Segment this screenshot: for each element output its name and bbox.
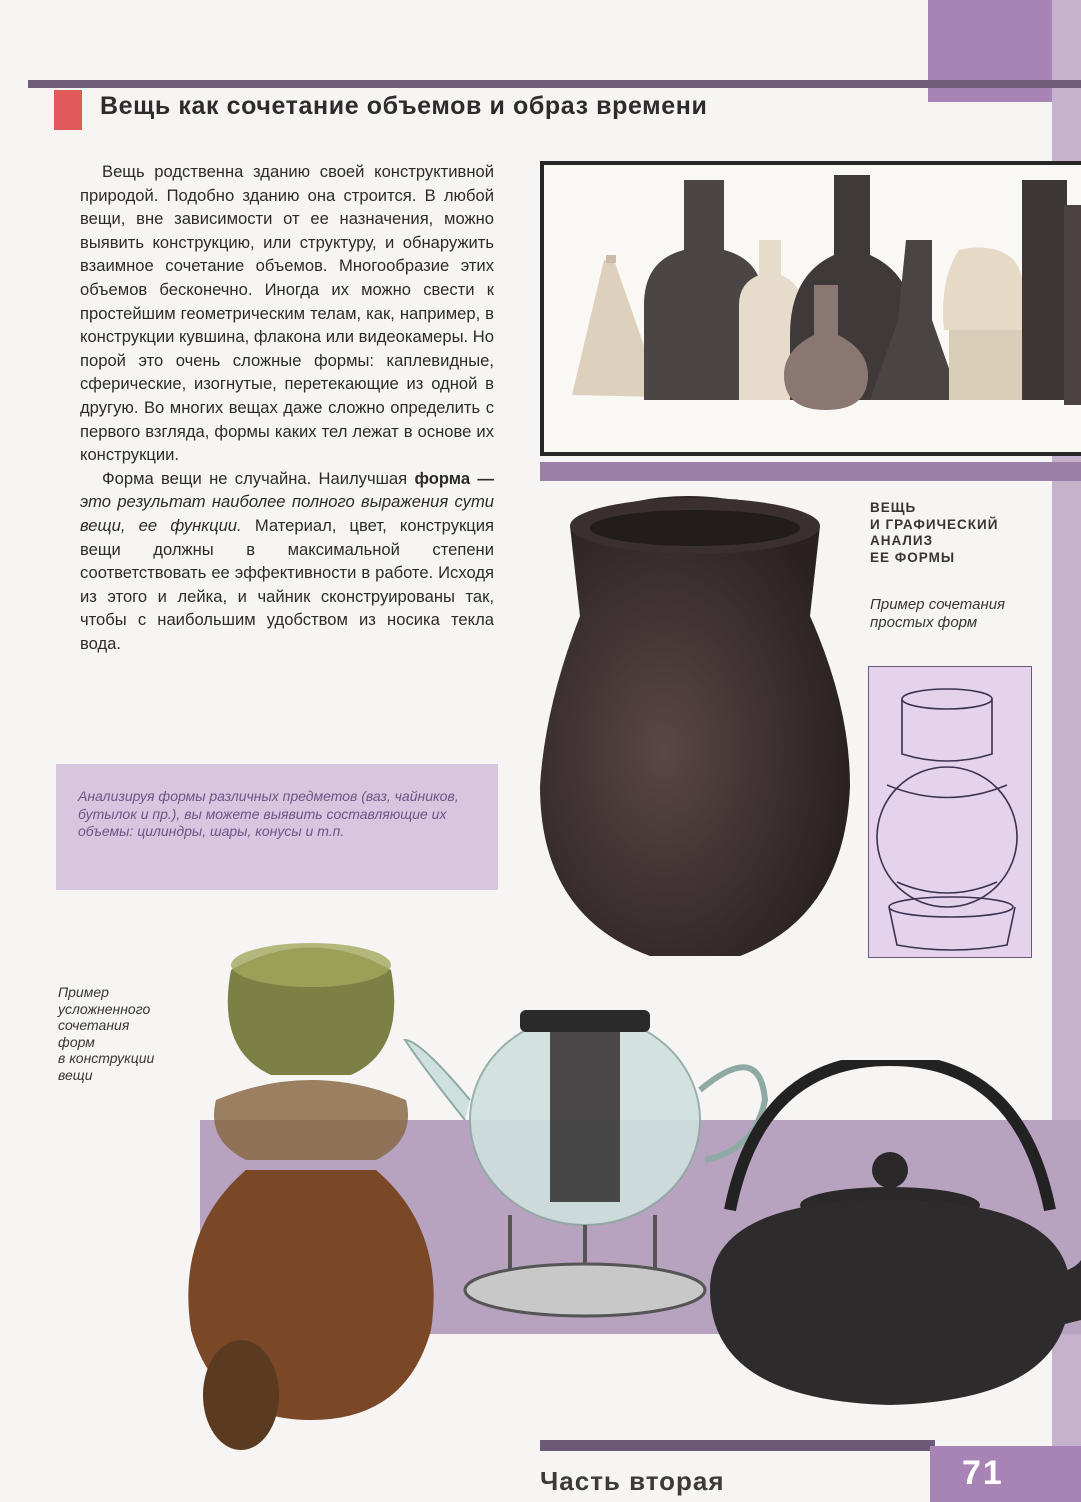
paragraph-2-italic: это результат наиболее полного выражения сути вещи, ее функции.	[80, 492, 494, 535]
footer-band	[540, 1440, 935, 1451]
bottom-caption-line: усложненного	[58, 1000, 151, 1017]
title-band	[28, 80, 1081, 88]
paragraph-2-end: Материал, цвет, конструкция вещи должны в максимальной степени соответствовать ее эффективности в работе. Исходя из этого и лейка, и чайник сконструированы так, чтобы с наибольшим удобством из носика текла вода.	[80, 515, 495, 653]
paragraph-2-start: Форма вещи не случайна. Наилучшая	[102, 468, 415, 488]
footer-page-box	[930, 1446, 1081, 1502]
vases-photo	[540, 161, 1081, 456]
side-caption-title	[870, 500, 998, 566]
bottom-caption-line: Пример	[58, 984, 109, 1000]
clay-pot-photo	[520, 486, 872, 970]
form-analysis-sketch	[868, 666, 1032, 958]
paragraph-2-bold: форма —	[414, 468, 494, 488]
tip-text: Анализируя формы различных предметов (ваз, чайников, бутылок и пр.), вы можете выявить составляющие их объемы: цилиндры, шары, конусы и т.п.	[78, 788, 459, 839]
paragraph-2	[80, 467, 494, 656]
bottom-caption-line: в конструкции	[58, 1050, 155, 1066]
side-caption-text	[870, 596, 1005, 632]
side-title-line: И ГРАФИЧЕСКИЙ	[870, 516, 999, 532]
body-text	[80, 160, 494, 655]
side-subtitle-line: простых форм	[870, 614, 978, 631]
page-title: Вещь как сочетание объемов и образ времени	[100, 92, 708, 120]
bottom-caption	[58, 984, 154, 1083]
side-subtitle-line: Пример сочетания	[870, 596, 1006, 613]
glass-vessel-photo	[186, 930, 436, 1455]
side-title-line: АНАЛИЗ	[870, 533, 934, 548]
footer-part-title: Часть вторая	[540, 1466, 725, 1496]
vases-band	[540, 462, 1081, 481]
bottom-caption-line: сочетания	[58, 1017, 130, 1033]
side-title-line: ВЕЩЬ	[870, 500, 917, 515]
page-number: 71	[962, 1454, 1004, 1492]
cast-iron-teapot-photo	[690, 1060, 1081, 1430]
bottom-caption-line: форм	[58, 1033, 95, 1050]
bottom-caption-line: вещи	[58, 1066, 93, 1083]
title-marker	[54, 90, 82, 130]
side-title-line: ЕЕ ФОРМЫ	[870, 549, 956, 565]
paragraph-1: Вещь родственна зданию своей конструктивной природой. Подобно зданию она строится. В любой вещи, вне зависимости от ее назначения, можно выявить конструкцию, или структуру, и обнаружить взаимное сочетание объемов. Многообразие этих объемов бесконечно. Иногда их можно свести к простейшим геометрическим телам, как, например, в конструкции кувшина, флакона или видеокамеры. Но порой это очень сложные формы: каплевидные, сферические, изогнутые, перетекающие из одной в другую. Во многих вещах даже сложно определить с первого взгляда, формы каких тел лежат в основе их конструкции.	[80, 162, 494, 465]
